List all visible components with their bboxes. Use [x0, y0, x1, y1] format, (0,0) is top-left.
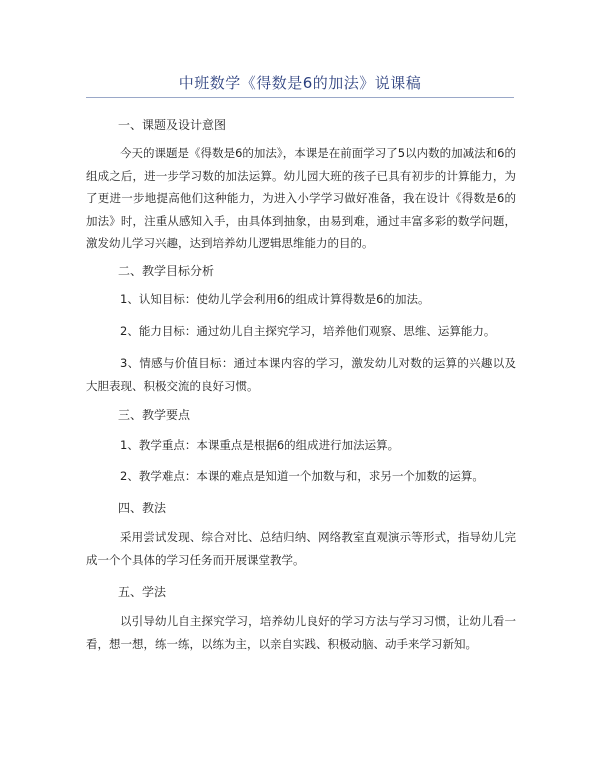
section-heading-objectives: 二、教学目标分析: [118, 264, 215, 278]
objective-item-cognitive: 1、认知目标：使幼儿学会利用6的组成计算得数是6的加法。: [120, 292, 430, 306]
section-heading-topic: 一、课题及设计意图: [118, 118, 227, 132]
section-heading-learning-method: 五、学法: [118, 585, 167, 599]
objective-item-ability: 2、能力目标：通过幼儿自主探究学习，培养他们观察、思维、运算能力。: [120, 324, 496, 338]
document-title: 中班数学《得数是6的加法》说课稿: [178, 74, 422, 92]
section-heading-key-points: 三、教学要点: [118, 408, 191, 422]
section-heading-teaching-method: 四、教法: [118, 501, 167, 515]
title-divider: [86, 97, 514, 98]
section-paragraph-teaching-method: 采用尝试发现、综合对比、总结归纳、网络教室直观演示等形式，指导幼儿完成一个个具体的学习任务而开展课堂教学。: [86, 530, 516, 567]
section-paragraph-learning-method: 以引导幼儿自主探究学习，培养幼儿良好的学习方法与学习习惯，让幼儿看一看，想一想，练一练，以练为主，以亲自实践、积极动脑、动手来学习新知。: [86, 614, 516, 651]
key-point-item-difficulty: 2、教学难点：本课的难点是知道一个加数与和，求另一个加数的运算。: [120, 469, 484, 483]
objective-item-emotion: 3、情感与价值目标：通过本课内容的学习，激发幼儿对数的运算的兴趣以及大胆表现、积极交流的良好习惯。: [86, 356, 516, 393]
section-paragraph-topic: 今天的课题是《得数是6的加法》，本课是在前面学习了5以内数的加减法和6的组成之后，进一步学习数的加法运算。幼儿园大班的孩子已具有初步的计算能力，为了更进一步地提高他们这种能力，为进入小学学习做好准备，我在设计《得数是6的加法》时，注重从感知入手，由具体到抽象，由易到难，通过丰富多彩的数学问题，激发幼儿学习兴趣，达到培养幼儿逻辑思维能力的目的。: [86, 146, 516, 250]
key-point-item-focus: 1、教学重点：本课重点是根据6的组成进行加法运算。: [120, 438, 400, 452]
